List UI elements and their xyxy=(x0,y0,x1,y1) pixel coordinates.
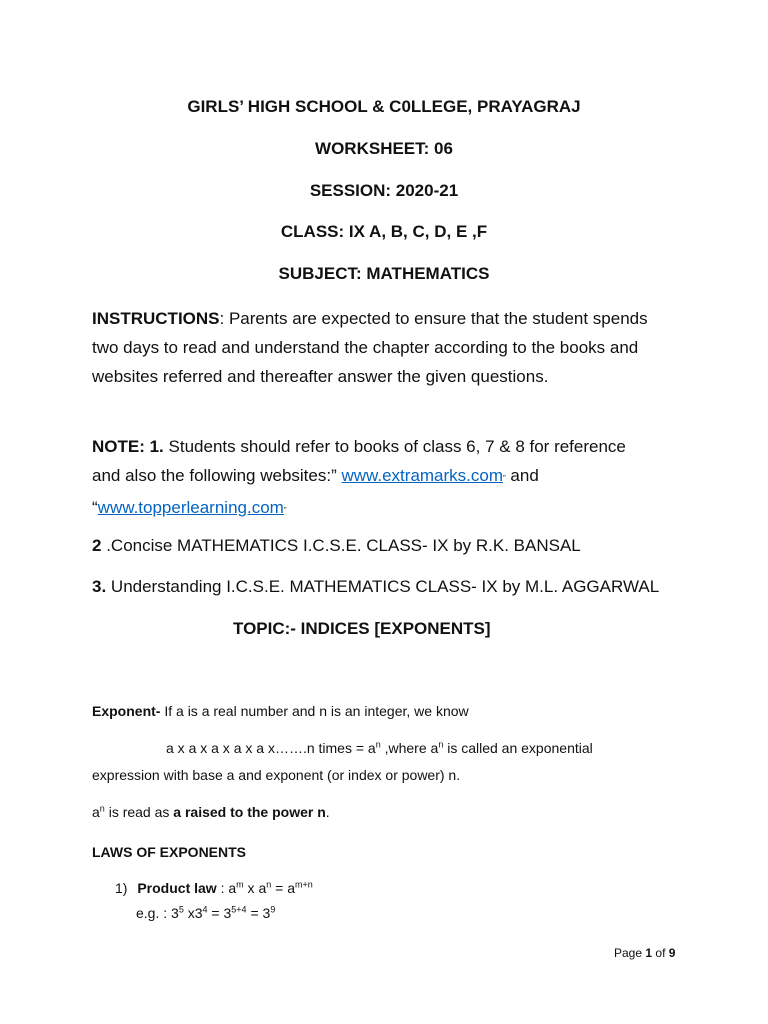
note-paragraph xyxy=(92,432,652,525)
page-footer xyxy=(614,946,675,960)
of-word: of xyxy=(655,946,666,960)
product-law-example xyxy=(136,905,275,921)
page-word: Page xyxy=(614,946,643,960)
product-law xyxy=(115,880,313,896)
page-number: 1 xyxy=(645,946,653,960)
exponent-text: If a is a real number and n is an integer, we know xyxy=(160,703,469,719)
topic-heading: TOPIC:- INDICES [EXPONENTS] xyxy=(233,619,491,638)
expr-text: a x a x a x a x a x…….n times = a xyxy=(166,740,376,756)
read-text: . xyxy=(325,804,330,820)
reference-2-number: 2 xyxy=(92,536,102,555)
note-text: Students should refer to books of class 6, 7 & 8 for reference and also the following websites:” xyxy=(92,437,626,485)
eg-text: e.g. : 3 xyxy=(136,905,179,921)
page-total: 9 xyxy=(668,946,676,960)
eg-text: x3 xyxy=(183,905,203,921)
expr-sup: n xyxy=(375,739,381,750)
read-bold: a raised to the power n xyxy=(173,804,326,820)
law-label: Product law xyxy=(137,880,217,896)
expr-text: is called an exponential xyxy=(443,740,593,756)
session: SESSION: 2020-21 xyxy=(309,181,459,200)
extramarks-link[interactable]: www.extramarks.com xyxy=(341,466,504,485)
exponent-expression xyxy=(166,740,593,756)
eg-sup: 9 xyxy=(270,904,276,915)
eg-sup: 5+4 xyxy=(231,904,247,915)
reference-3-text: Understanding I.C.S.E. MATHEMATICS CLASS- IX by M.L. AGGARWAL xyxy=(106,577,660,596)
note-label: NOTE: 1. xyxy=(92,437,164,456)
instructions-text: : Parents are expected to ensure that the student spends two days to read and understand the chapter according to the books and websites referred and thereafter answer the given questions. xyxy=(92,309,648,386)
exponent-definition xyxy=(92,703,469,719)
eg-text: = 3 xyxy=(207,905,232,921)
worksheet-number: WORKSHEET: 06 xyxy=(315,139,453,158)
class-info: CLASS: IX A, B, C, D, E ,F xyxy=(280,222,488,241)
law-text: : a xyxy=(216,880,237,896)
eg-sup: 4 xyxy=(202,904,208,915)
read-text: is read as xyxy=(104,804,174,820)
school-title: GIRLS’ HIGH SCHOOL & C0LLEGE, PRAYAGRAJ xyxy=(187,97,581,116)
instructions-paragraph xyxy=(92,304,652,391)
law-sup: n xyxy=(266,879,272,890)
law-text: x a xyxy=(243,880,267,896)
eg-text: = 3 xyxy=(246,905,271,921)
law-sup: m+n xyxy=(295,879,313,890)
read-as-line xyxy=(92,804,330,820)
exponent-expression-line2: expression with base a and exponent (or index or power) n. xyxy=(92,767,461,783)
law-text: = a xyxy=(271,880,296,896)
reference-2-text: .Concise MATHEMATICS I.C.S.E. CLASS- IX by R.K. BANSAL xyxy=(101,536,581,555)
eg-sup: 5 xyxy=(178,904,184,915)
read-sup: n xyxy=(99,803,105,814)
reference-3 xyxy=(92,577,659,597)
reference-3-number: 3. xyxy=(92,577,107,596)
link2-mark: ” xyxy=(283,506,287,515)
note-and: and xyxy=(505,466,539,485)
expr-text: ,where a xyxy=(380,740,439,756)
topperlearning-link[interactable]: www.topperlearning.com xyxy=(97,498,284,517)
subject: SUBJECT: MATHEMATICS xyxy=(278,264,490,283)
law-sup: m xyxy=(236,879,244,890)
open-quote: “ xyxy=(92,498,98,517)
exponent-label: Exponent- xyxy=(92,703,161,719)
reference-2 xyxy=(92,536,581,556)
instructions-label: INSTRUCTIONS xyxy=(92,309,220,328)
read-text: a xyxy=(92,804,100,820)
link1-mark: ” xyxy=(503,474,506,483)
laws-heading: LAWS OF EXPONENTS xyxy=(92,844,247,860)
expr-sup: n xyxy=(438,739,444,750)
law-number: 1) xyxy=(115,880,128,896)
